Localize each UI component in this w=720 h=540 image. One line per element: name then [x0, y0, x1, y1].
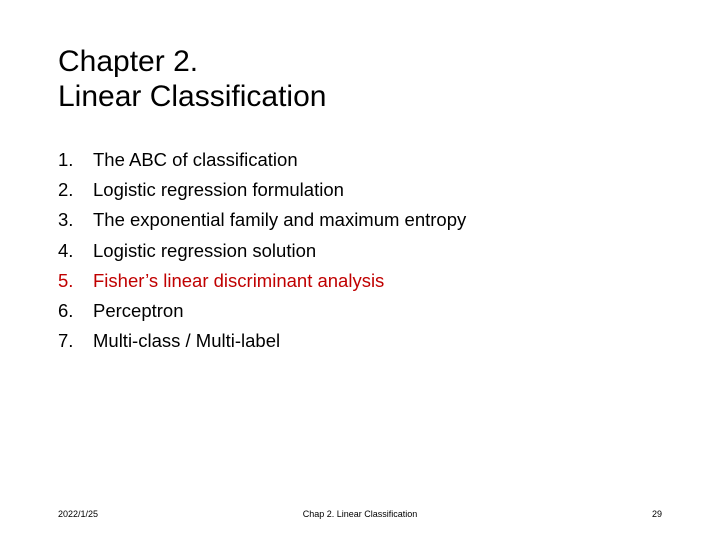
outline-item-text: Multi-class / Multi-label [93, 330, 281, 352]
outline-item-number: 3. [58, 209, 74, 231]
outline-item-number: 5. [58, 269, 74, 291]
outline-item-text: Fisher’s linear discriminant analysis [93, 269, 385, 291]
outline-item-number: 4. [58, 239, 74, 261]
outline-item-number: 2. [58, 179, 74, 201]
outline-item-5 [58, 266, 466, 296]
outline-item-text: Logistic regression solution [93, 239, 317, 261]
title-line-1: Chapter 2. [58, 45, 199, 78]
outline-item-text: The ABC of classification [93, 149, 298, 170]
outline-item-2 [58, 175, 466, 205]
footer-title: Chap 2. Linear Classification [302, 509, 418, 519]
outline-item-text: The exponential family and maximum entropy [93, 209, 467, 231]
footer-date: 2022/1/25 [58, 509, 99, 519]
outline-item-text: Logistic regression formulation [93, 179, 344, 201]
outline-item-number: 6. [58, 299, 74, 321]
outline-item-7 [58, 326, 466, 356]
outline-item-number: 7. [58, 330, 74, 352]
slide-title [58, 44, 326, 114]
outline-list [58, 145, 466, 356]
outline-item-6 [58, 296, 466, 326]
outline-item-3 [58, 205, 466, 235]
page-number: 29 [651, 509, 662, 519]
title-line-2: Linear Classification [58, 80, 327, 113]
outline-item-1 [58, 145, 466, 175]
outline-item-number: 1. [58, 149, 74, 170]
outline-item-4 [58, 236, 466, 266]
outline-item-text: Perceptron [93, 299, 184, 321]
